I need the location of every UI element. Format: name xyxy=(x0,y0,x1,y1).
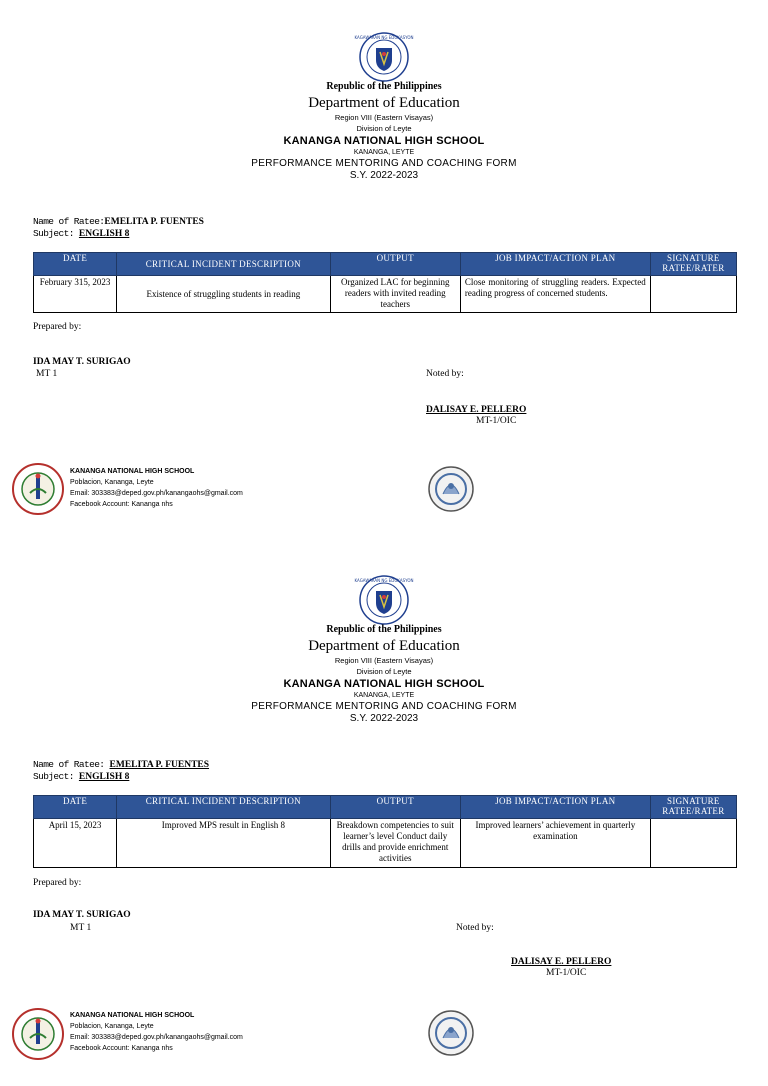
table-row xyxy=(34,819,737,868)
mentoring-table xyxy=(33,252,737,313)
region-line: Region VIII (Eastern Visayas) xyxy=(334,656,434,665)
school-seal-icon xyxy=(12,1008,64,1060)
mentoring-table xyxy=(33,795,737,868)
noter-title: MT-1/OIC xyxy=(546,968,587,978)
region-line: Region VIII (Eastern Visayas) xyxy=(334,113,434,122)
ratee-name: EMELITA P. FUENTES xyxy=(104,217,204,227)
mentoring-form-2 xyxy=(0,543,768,1086)
sbm-emblem-icon xyxy=(428,466,474,512)
noter-name: DALISAY E. PELLERO xyxy=(511,957,612,967)
deped-seal-icon xyxy=(354,32,414,82)
cell-date: April 15, 2023 xyxy=(34,819,117,868)
footer-email: Email: 303383@deped.gov.ph/kanangaohs@gmail.com xyxy=(70,1034,243,1041)
cell-signature xyxy=(650,819,736,868)
school-year: S.Y. 2022-2023 xyxy=(349,713,419,724)
ratee-block xyxy=(33,759,209,783)
subject-label: Subject: xyxy=(33,771,79,782)
table-header-row xyxy=(34,796,737,819)
prepared-by-label: Prepared by: xyxy=(33,878,82,888)
preparer-name: IDA MAY T. SURIGAO xyxy=(33,357,131,367)
column-header-output: OUTPUT xyxy=(330,253,460,276)
noted-by-label: Noted by: xyxy=(426,369,464,379)
ratee-label: Name of Ratee: xyxy=(33,759,110,770)
subject-value: ENGLISH 8 xyxy=(78,229,130,239)
footer-address: Poblacion, Kananga, Leyte xyxy=(70,479,154,486)
ratee-name: EMELITA P. FUENTES xyxy=(109,760,210,770)
footer-info xyxy=(70,466,243,510)
footer-school: KANANGA NATIONAL HIGH SCHOOL xyxy=(70,1012,195,1019)
ratee-block xyxy=(33,216,204,240)
column-header-date: DATE xyxy=(34,796,117,819)
subject-value: ENGLISH 8 xyxy=(78,772,130,782)
column-header-critical-incident: CRITICAL INCIDENT DESCRIPTION xyxy=(117,796,330,819)
column-header-job-impact: JOB IMPACT/ACTION PLAN xyxy=(460,253,650,276)
cell-critical-incident: Existence of struggling students in reading xyxy=(117,276,330,313)
column-header-critical-incident: CRITICAL INCIDENT DESCRIPTION xyxy=(117,253,330,276)
footer-address: Poblacion, Kananga, Leyte xyxy=(70,1023,154,1030)
cell-critical-incident: Improved MPS result in English 8 xyxy=(117,819,330,868)
footer-school: KANANGA NATIONAL HIGH SCHOOL xyxy=(70,468,195,475)
form-title: PERFORMANCE MENTORING AND COACHING FORM xyxy=(251,701,517,712)
svg-text:KAGAWARAN NG EDUKASYON: KAGAWARAN NG EDUKASYON xyxy=(354,578,414,583)
noted-by-label: Noted by: xyxy=(456,923,494,933)
cell-output: Organized LAC for beginning readers with invited reading teachers xyxy=(330,276,460,313)
column-header-signature: SIGNATURE RATEE/RATER xyxy=(650,253,736,276)
department-title: Department of Education xyxy=(308,95,460,111)
svg-text:KAGAWARAN NG EDUKASYON: KAGAWARAN NG EDUKASYON xyxy=(354,35,414,40)
school-town: KANANGA, LEYTE xyxy=(353,692,415,699)
ratee-label: Name of Ratee: xyxy=(33,216,105,227)
subject-label: Subject: xyxy=(33,228,79,239)
footer-facebook: Facebook Account: Kananga nhs xyxy=(70,1045,173,1052)
school-name: KANANGA NATIONAL HIGH SCHOOL xyxy=(283,678,485,690)
cell-output: Breakdown competencies to suit learner’s level Conduct daily drills and provide enrichment activities xyxy=(330,819,460,868)
deped-seal-icon xyxy=(354,575,414,625)
cell-signature xyxy=(650,276,736,313)
footer-info xyxy=(70,1010,243,1054)
column-header-output: OUTPUT xyxy=(330,796,460,819)
republic-line: Republic of the Philippines xyxy=(326,624,442,635)
cell-date: February 315, 2023 xyxy=(34,276,117,313)
prepared-by-label: Prepared by: xyxy=(33,322,82,332)
table-header-row xyxy=(34,253,737,276)
school-year: S.Y. 2022-2023 xyxy=(349,170,419,181)
republic-line: Republic of the Philippines xyxy=(326,81,442,92)
footer-facebook: Facebook Account: Kananga nhs xyxy=(70,501,173,508)
column-header-signature: SIGNATURE RATEE/RATER xyxy=(650,796,736,819)
footer-email: Email: 303383@deped.gov.ph/kanangaohs@gmail.com xyxy=(70,490,243,497)
preparer-title: MT 1 xyxy=(36,369,58,379)
noter-title: MT-1/OIC xyxy=(476,416,517,426)
cell-job-impact: Improved learners’ achievement in quarterly examination xyxy=(460,819,650,868)
noter-name: DALISAY E. PELLERO xyxy=(426,405,527,415)
sbm-emblem-icon xyxy=(428,1010,474,1056)
column-header-date: DATE xyxy=(34,253,117,276)
preparer-name: IDA MAY T. SURIGAO xyxy=(33,910,131,920)
table-row xyxy=(34,276,737,313)
department-title: Department of Education xyxy=(308,638,460,654)
school-name: KANANGA NATIONAL HIGH SCHOOL xyxy=(283,135,485,147)
preparer-title: MT 1 xyxy=(70,923,92,933)
column-header-job-impact: JOB IMPACT/ACTION PLAN xyxy=(460,796,650,819)
form-title: PERFORMANCE MENTORING AND COACHING FORM xyxy=(251,158,517,169)
school-town: KANANGA, LEYTE xyxy=(353,149,415,156)
cell-job-impact: Close monitoring of struggling readers. Expected reading progress of concerned students. xyxy=(460,276,650,313)
school-seal-icon xyxy=(12,463,64,515)
division-line: Division of Leyte xyxy=(356,124,412,133)
division-line: Division of Leyte xyxy=(356,667,412,676)
